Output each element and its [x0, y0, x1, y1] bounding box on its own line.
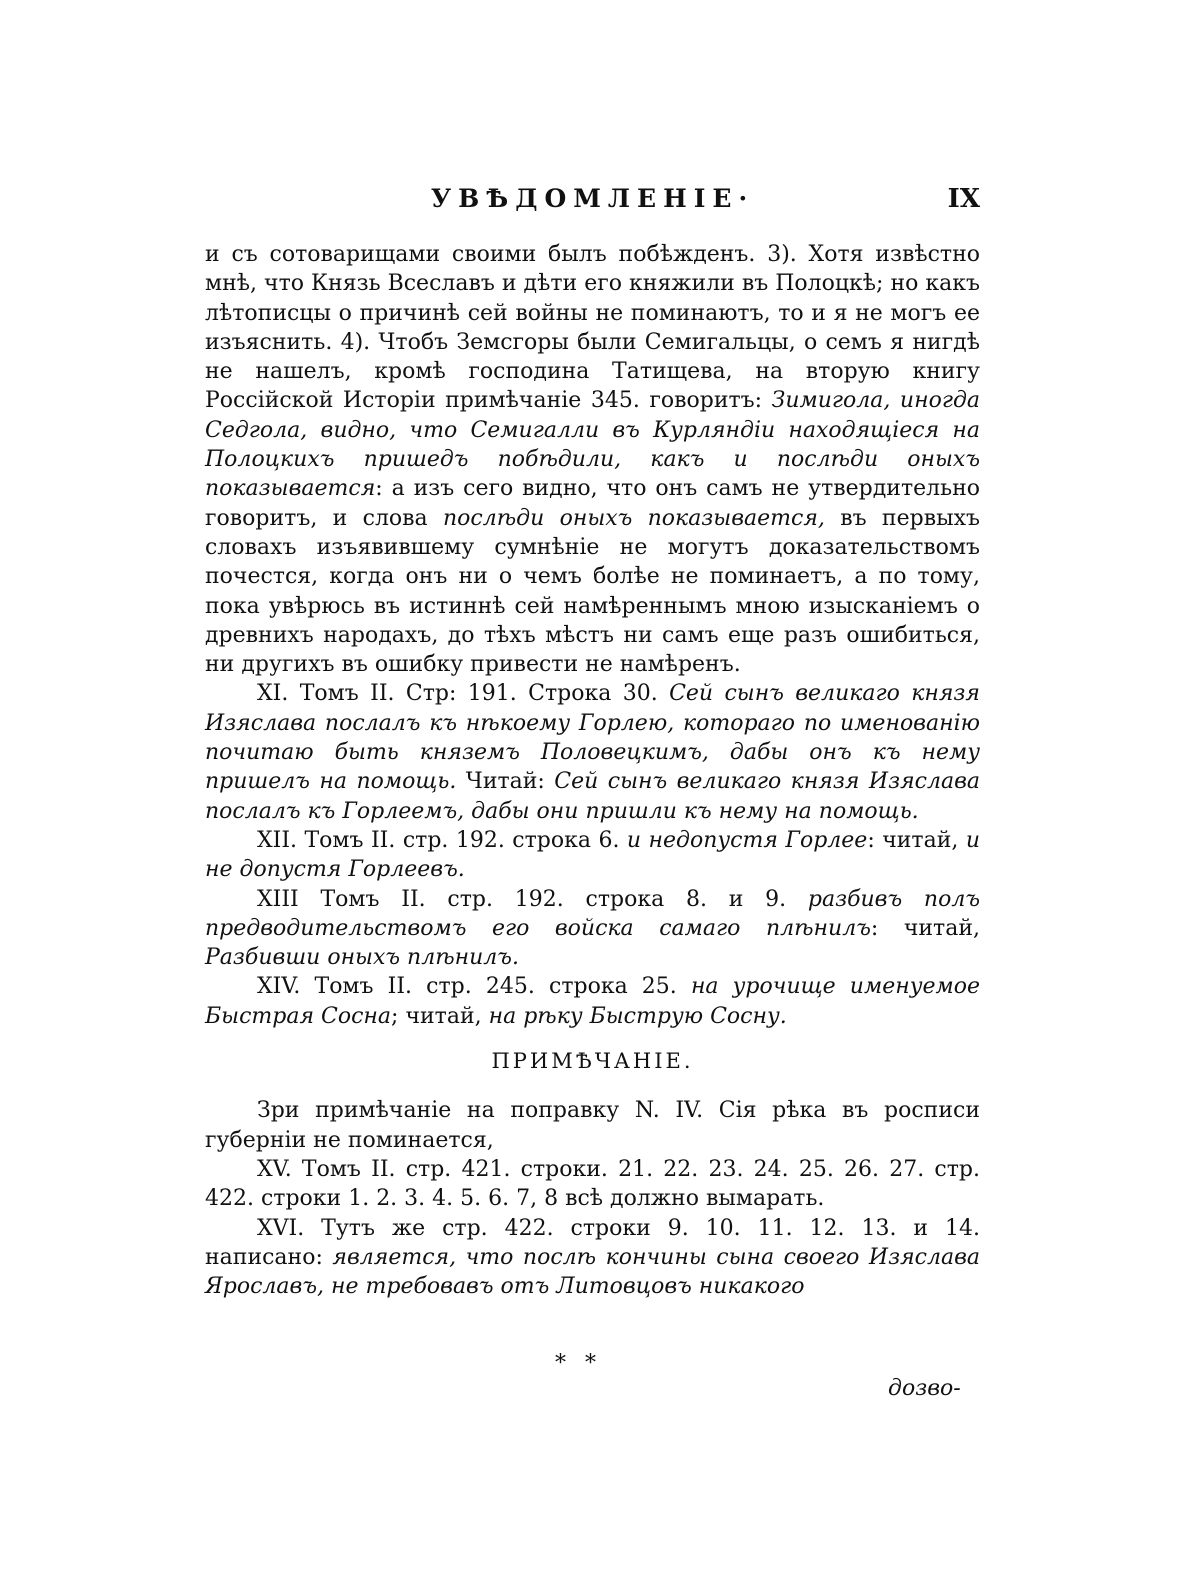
page-number: IX	[947, 184, 980, 214]
note-paragraph: Зри примѣчаніе на поправку N. IV. Сія рѣка въ росписи губерніи не поминается,	[205, 1098, 980, 1153]
section-heading: ПРИМѢЧАНІЕ.	[491, 1049, 694, 1074]
correction-xii: XII. Томъ II. стр. 192. строка 6. и недопустя Горлее: читай, и не допустя Горлеевъ.	[205, 827, 980, 883]
correction-xv: XV. Томъ II. стр. 421. строки. 21. 22. 23. 24. 25. 26. 27. стр. 422. строки 1. 2. 3. 4. 5. 6. 7, 8 всѣ должно вымарать.	[205, 1156, 980, 1212]
correction-xiv: XIV. Томъ II. стр. 245. строка 25. на урочище именуемое Быстрая Сосна; читай, на рѣку Быструю Сосну.	[205, 974, 980, 1029]
correction-xiii: XIII Томъ II. стр. 192. строка 8. и 9. разбивъ полъ предводительствомъ его войска самаго плѣнилъ: читай, Разбивши оныхъ плѣнилъ.	[205, 886, 981, 971]
body-text	[205, 240, 980, 1301]
correction-xvi: XVI. Тутъ же стр. 422. строки 9. 10. 11. 12. 13. и 14. написано: является, что послѣ кончины сына своего Изяслава Ярославъ, не требовавъ отъ Литовцовъ никакого	[205, 1215, 981, 1300]
page-header	[205, 184, 980, 220]
catchword: дозво-	[888, 1376, 961, 1401]
running-title: УВѢДОМЛЕНІЕ·	[430, 184, 755, 213]
signature-mark: * *	[555, 1351, 602, 1376]
correction-xi: XI. Томъ II. Стр: 191. Строка 30. Сей сынъ великаго князя Изяслава послалъ къ нѣкоему Горлею, котораго по именованію почитаю быть княземъ Половецкимъ, дабы онъ къ нему пришелъ на помощь. Читай: Сей сынъ великаго князя Изяслава послалъ къ Горлеемъ, дабы они пришли къ нему на помощь.	[205, 681, 981, 824]
paragraph-continuation: и съ сотоварищами своими былъ побѣжденъ. 3). Хотя извѣстно мнѣ, что Князь Всеславъ и дѣти его княжили въ Полоцкѣ; но какъ лѣтописцы о причинѣ сей войны не поминаютъ, то и я не могъ ее изъяснить. 4). Чтобъ Земсгоры были Семигальцы, о семъ я нигдѣ не нашелъ, кромѣ господина Татищева, на вторую книгу Россійской Исторіи примѣчаніе 345. говоритъ: Зимигола, иногда Седгола, видно, что Семигалли въ Курляндіи находящіеся на Полоцкихъ пришедъ побѣдили, какъ и послѣди оныхъ показывается: а изъ сего видно, что онъ самъ не утвердительно говоритъ, и слова послѣди оныхъ показывается, въ первыхъ словахъ изъявившему сумнѣніе не могутъ доказательствомъ почестся, когда онъ ни о чемъ болѣе не поминаетъ, а по тому, пока увѣрюсь въ истиннѣ сей намѣреннымъ мною изысканіемъ о древнихъ народахъ, до тѣхъ мѣстъ ни самъ еще разъ ошибиться, ни другихъ въ ошибку привести не намѣренъ.	[205, 242, 981, 678]
